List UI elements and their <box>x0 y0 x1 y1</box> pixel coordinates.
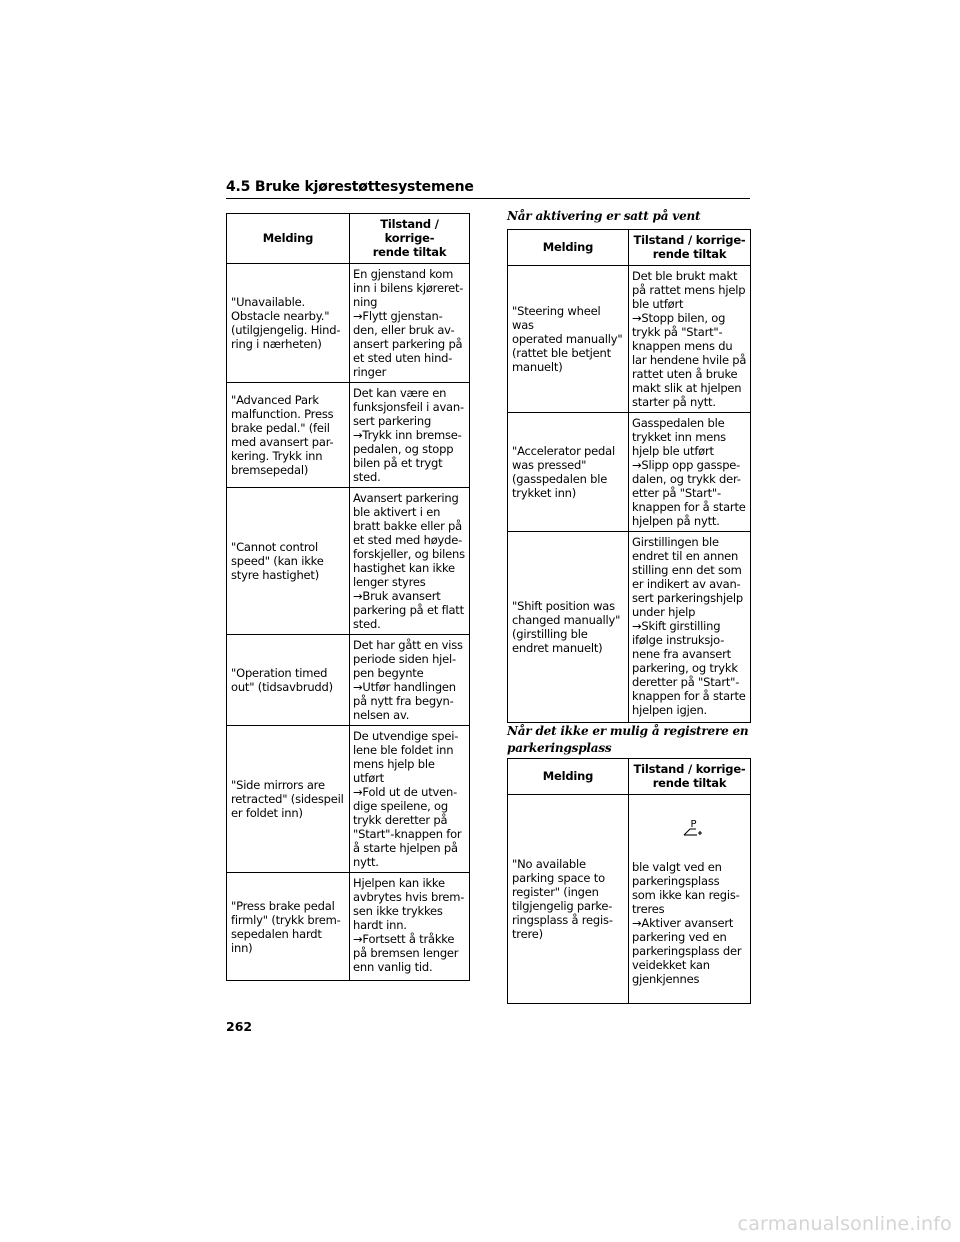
action-cell: En gjenstand kom inn i bilens kjøreret- ning →Flytt gjenstan- den, eller bruk av- ansert parkering på et sted uten hind- ringer <box>350 264 470 383</box>
table-row <box>508 413 751 532</box>
message-cell: "Press brake pedal firmly" (trykk brem- sepedalen hardt inn) <box>227 873 350 981</box>
action-cell <box>629 795 751 1004</box>
column-header-action: Tilstand / korrige- rende tiltak <box>350 214 470 264</box>
message-cell: "Unavailable. Obstacle nearby." (utilgjengelig. Hind- ring i nærheten) <box>227 264 350 383</box>
table-header-row <box>508 759 751 795</box>
message-cell: "No available parking space to register" (ingen tilgjengelig parke- ringsplass å regis- trere) <box>508 795 629 1004</box>
subheading-no-parking-space: Når det ikke er mulig å registrere en parkeringsplass <box>507 724 749 755</box>
table-row <box>227 635 470 726</box>
table-row <box>227 726 470 873</box>
table-row <box>227 383 470 488</box>
no-space-message-table <box>507 758 751 1004</box>
message-cell: "Advanced Park malfunction. Press brake pedal." (feil med avansert par- kering. Trykk inn bremsepedal) <box>227 383 350 488</box>
action-cell: Det har gått en viss periode siden hjel- pen begynte →Utfør handlingen på nytt fra begyn- nelsen av. <box>350 635 470 726</box>
section-title: 4.5 Bruke kjørestøttesystemene <box>226 179 474 195</box>
table-row <box>508 795 751 1004</box>
page-number: 262 <box>226 1019 253 1034</box>
column-header-action: Tilstand / korrige- rende tiltak <box>629 230 751 266</box>
message-cell: "Side mirrors are retracted" (sidespeil er foldet inn) <box>227 726 350 873</box>
left-message-table <box>226 213 470 981</box>
message-cell: "Operation timed out" (tidsavbrudd) <box>227 635 350 726</box>
on-hold-message-table <box>507 229 751 723</box>
action-cell: Avansert parkering ble aktivert i en bratt bakke eller på et sted med høyde- forskjeller, og bilens hastighet kan ikke lenger styres →Bruk avansert parkering på et flatt sted. <box>350 488 470 635</box>
action-cell: Det kan være en funksjonsfeil i avan- sert parkering →Trykk inn bremse- pedalen, og stopp bilen på et trygt sted. <box>350 383 470 488</box>
title-divider <box>226 198 750 199</box>
table-row <box>227 488 470 635</box>
action-text: ble valgt ved en parkeringsplass som ikke kan regis- treres →Aktiver avansert parkering ved en parkeringsplass der veidekket kan gjenkjennes <box>632 860 742 986</box>
subheading-on-hold: Når aktivering er satt på vent <box>507 209 701 223</box>
action-cell: Girstillingen ble endret til en annen stilling enn det som er indikert av avan- sert parkeringshjelp under hjelp →Skift girstilling ifølge instruksjo- nene fra avansert parkering, og trykk deretter på "Start"- knappen for å starte hjelpen igjen. <box>629 532 751 723</box>
message-cell: "Accelerator pedal was pressed" (gasspedalen ble trykket inn) <box>508 413 629 532</box>
table-row <box>508 532 751 723</box>
table-row <box>227 264 470 383</box>
action-cell: Det ble brukt makt på rattet mens hjelp ble utført →Stopp bilen, og trykk på "Start"- knappen mens du lar hendene hvile på rattet uten å bruke makt slik at hjelpen starter på nytt. <box>629 266 751 413</box>
watermark: carmanualsonline.info <box>737 1213 952 1235</box>
action-cell: Gasspedalen ble trykket inn mens hjelp ble utført →Slipp opp gasspe- dalen, og trykk der- etter på "Start"- knappen for å starte hjelpen på nytt. <box>629 413 751 532</box>
message-cell: "Steering wheel was operated manually" (rattet ble betjent manuelt) <box>508 266 629 413</box>
message-cell: "Cannot control speed" (kan ikke styre hastighet) <box>227 488 350 635</box>
action-cell: Hjelpen kan ikke avbrytes hvis brem- sen ikke trykkes hardt inn. →Fortsett å tråkke på bremsen lenger enn vanlig tid. <box>350 873 470 981</box>
parking-register-icon <box>682 818 704 838</box>
message-cell: "Shift position was changed manually" (girstilling ble endret manuelt) <box>508 532 629 723</box>
column-header-message: Melding <box>508 230 629 266</box>
column-header-message: Melding <box>227 214 350 264</box>
action-cell: De utvendige spei- lene ble foldet inn mens hjelp ble utført →Fold ut de utven- dige speilene, og trykk deretter på "Start"-knappen for å starte hjelpen på nytt. <box>350 726 470 873</box>
table-row <box>508 266 751 413</box>
table-header-row <box>227 214 470 264</box>
column-header-action: Tilstand / korrige- rende tiltak <box>629 759 751 795</box>
column-header-message: Melding <box>508 759 629 795</box>
table-row <box>227 873 470 981</box>
parking-icon-letter: P <box>690 819 697 830</box>
table-header-row <box>508 230 751 266</box>
